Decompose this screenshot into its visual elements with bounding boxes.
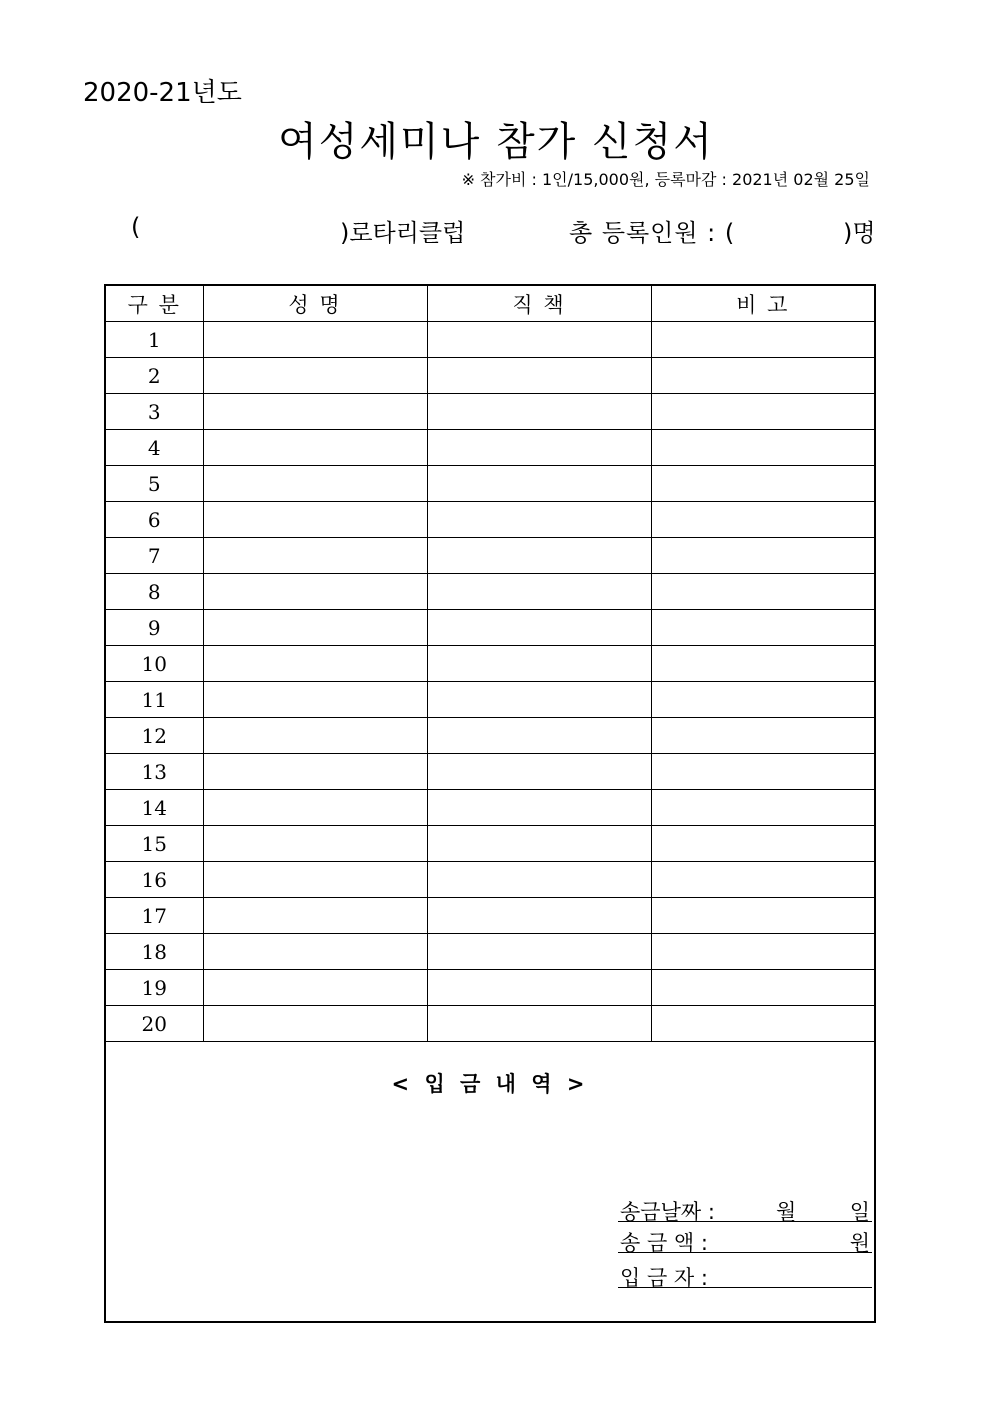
remarks-cell[interactable] (651, 970, 874, 1006)
remarks-cell[interactable] (651, 934, 874, 970)
row-number: 8 (106, 574, 203, 610)
deposit-section-title: < 입 금 내 역 > (391, 1072, 589, 1096)
table-row (106, 574, 874, 610)
table-row (106, 394, 874, 430)
table-row (106, 430, 874, 466)
position-cell[interactable] (427, 574, 651, 610)
row-number: 19 (106, 970, 203, 1006)
transfer-amount-label: 송 금 액 : (620, 1231, 708, 1255)
registrants-unit: )명 (843, 219, 876, 247)
table-row (106, 358, 874, 394)
position-cell[interactable] (427, 754, 651, 790)
name-cell[interactable] (203, 682, 427, 718)
remarks-cell[interactable] (651, 790, 874, 826)
transfer-date-field[interactable] (618, 1196, 872, 1222)
name-cell[interactable] (203, 610, 427, 646)
transfer-day-unit: 일 (849, 1200, 870, 1224)
row-number: 15 (106, 826, 203, 862)
name-cell[interactable] (203, 862, 427, 898)
row-number: 4 (106, 430, 203, 466)
row-number: 2 (106, 358, 203, 394)
row-number: 5 (106, 466, 203, 502)
row-number: 14 (106, 790, 203, 826)
row-number: 17 (106, 898, 203, 934)
column-header-position: 직 책 (427, 286, 651, 322)
position-cell[interactable] (427, 898, 651, 934)
position-cell[interactable] (427, 358, 651, 394)
remarks-cell[interactable] (651, 610, 874, 646)
club-name-label: )로타리클럽 (340, 219, 466, 247)
name-cell[interactable] (203, 538, 427, 574)
position-cell[interactable] (427, 682, 651, 718)
table-header-row (106, 286, 874, 322)
table-row (106, 1006, 874, 1042)
row-number: 7 (106, 538, 203, 574)
remarks-cell[interactable] (651, 682, 874, 718)
table-row (106, 826, 874, 862)
name-cell[interactable] (203, 934, 427, 970)
position-cell[interactable] (427, 1006, 651, 1042)
position-cell[interactable] (427, 790, 651, 826)
table-row (106, 790, 874, 826)
remarks-cell[interactable] (651, 718, 874, 754)
transfer-amount-field[interactable] (618, 1227, 872, 1253)
name-cell[interactable] (203, 466, 427, 502)
remarks-cell[interactable] (651, 502, 874, 538)
table-row (106, 682, 874, 718)
fee-note: ※ 참가비 : 1인/15,000원, 등록마감 : 2021년 02월 25일 (461, 170, 870, 189)
position-cell[interactable] (427, 466, 651, 502)
table-row (106, 610, 874, 646)
row-number: 6 (106, 502, 203, 538)
transfer-amount-unit: 원 (849, 1231, 870, 1255)
name-cell[interactable] (203, 718, 427, 754)
position-cell[interactable] (427, 826, 651, 862)
table-row (106, 754, 874, 790)
column-header-remarks: 비 고 (651, 286, 874, 322)
table-row (106, 970, 874, 1006)
row-number: 18 (106, 934, 203, 970)
position-cell[interactable] (427, 322, 651, 358)
remarks-cell[interactable] (651, 466, 874, 502)
position-cell[interactable] (427, 538, 651, 574)
transfer-date-label: 송금날짜 : (620, 1200, 715, 1224)
row-number: 1 (106, 322, 203, 358)
column-header-category: 구 분 (106, 286, 203, 322)
name-cell[interactable] (203, 1006, 427, 1042)
transfer-month-unit: 월 (776, 1200, 797, 1224)
remarks-cell[interactable] (651, 898, 874, 934)
remarks-cell[interactable] (651, 394, 874, 430)
position-cell[interactable] (427, 646, 651, 682)
payer-name-field[interactable] (618, 1262, 872, 1288)
remarks-cell[interactable] (651, 430, 874, 466)
name-cell[interactable] (203, 754, 427, 790)
table-row (106, 898, 874, 934)
payer-name-label: 입 금 자 : (620, 1266, 708, 1290)
row-number: 11 (106, 682, 203, 718)
remarks-cell[interactable] (651, 574, 874, 610)
table-row (106, 934, 874, 970)
table-row (106, 646, 874, 682)
remarks-cell[interactable] (651, 1006, 874, 1042)
participant-table (106, 286, 874, 1042)
row-number: 13 (106, 754, 203, 790)
application-form (104, 284, 876, 1323)
row-number: 12 (106, 718, 203, 754)
column-header-name: 성 명 (203, 286, 427, 322)
row-number: 9 (106, 610, 203, 646)
position-cell[interactable] (427, 502, 651, 538)
name-cell[interactable] (203, 358, 427, 394)
remarks-cell[interactable] (651, 862, 874, 898)
row-number: 16 (106, 862, 203, 898)
name-cell[interactable] (203, 574, 427, 610)
table-row (106, 322, 874, 358)
name-cell[interactable] (203, 394, 427, 430)
remarks-cell[interactable] (651, 322, 874, 358)
name-cell[interactable] (203, 322, 427, 358)
row-number: 20 (106, 1006, 203, 1042)
club-name-open-paren: ( (131, 213, 141, 241)
document-title: 여성세미나 참가 신청서 (278, 119, 714, 165)
registrants-label: 총 등록인원 : ( (569, 219, 736, 247)
name-cell[interactable] (203, 430, 427, 466)
table-row (106, 538, 874, 574)
name-cell[interactable] (203, 502, 427, 538)
position-cell[interactable] (427, 934, 651, 970)
table-row (106, 466, 874, 502)
name-cell[interactable] (203, 970, 427, 1006)
name-cell[interactable] (203, 826, 427, 862)
remarks-cell[interactable] (651, 538, 874, 574)
row-number: 3 (106, 394, 203, 430)
table-row (106, 502, 874, 538)
table-row (106, 718, 874, 754)
name-cell[interactable] (203, 790, 427, 826)
remarks-cell[interactable] (651, 646, 874, 682)
position-cell[interactable] (427, 718, 651, 754)
year-label: 2020-21년도 (83, 78, 242, 108)
position-cell[interactable] (427, 394, 651, 430)
name-cell[interactable] (203, 898, 427, 934)
remarks-cell[interactable] (651, 826, 874, 862)
position-cell[interactable] (427, 430, 651, 466)
position-cell[interactable] (427, 610, 651, 646)
row-number: 10 (106, 646, 203, 682)
name-cell[interactable] (203, 646, 427, 682)
remarks-cell[interactable] (651, 358, 874, 394)
position-cell[interactable] (427, 862, 651, 898)
remarks-cell[interactable] (651, 754, 874, 790)
table-row (106, 862, 874, 898)
position-cell[interactable] (427, 970, 651, 1006)
